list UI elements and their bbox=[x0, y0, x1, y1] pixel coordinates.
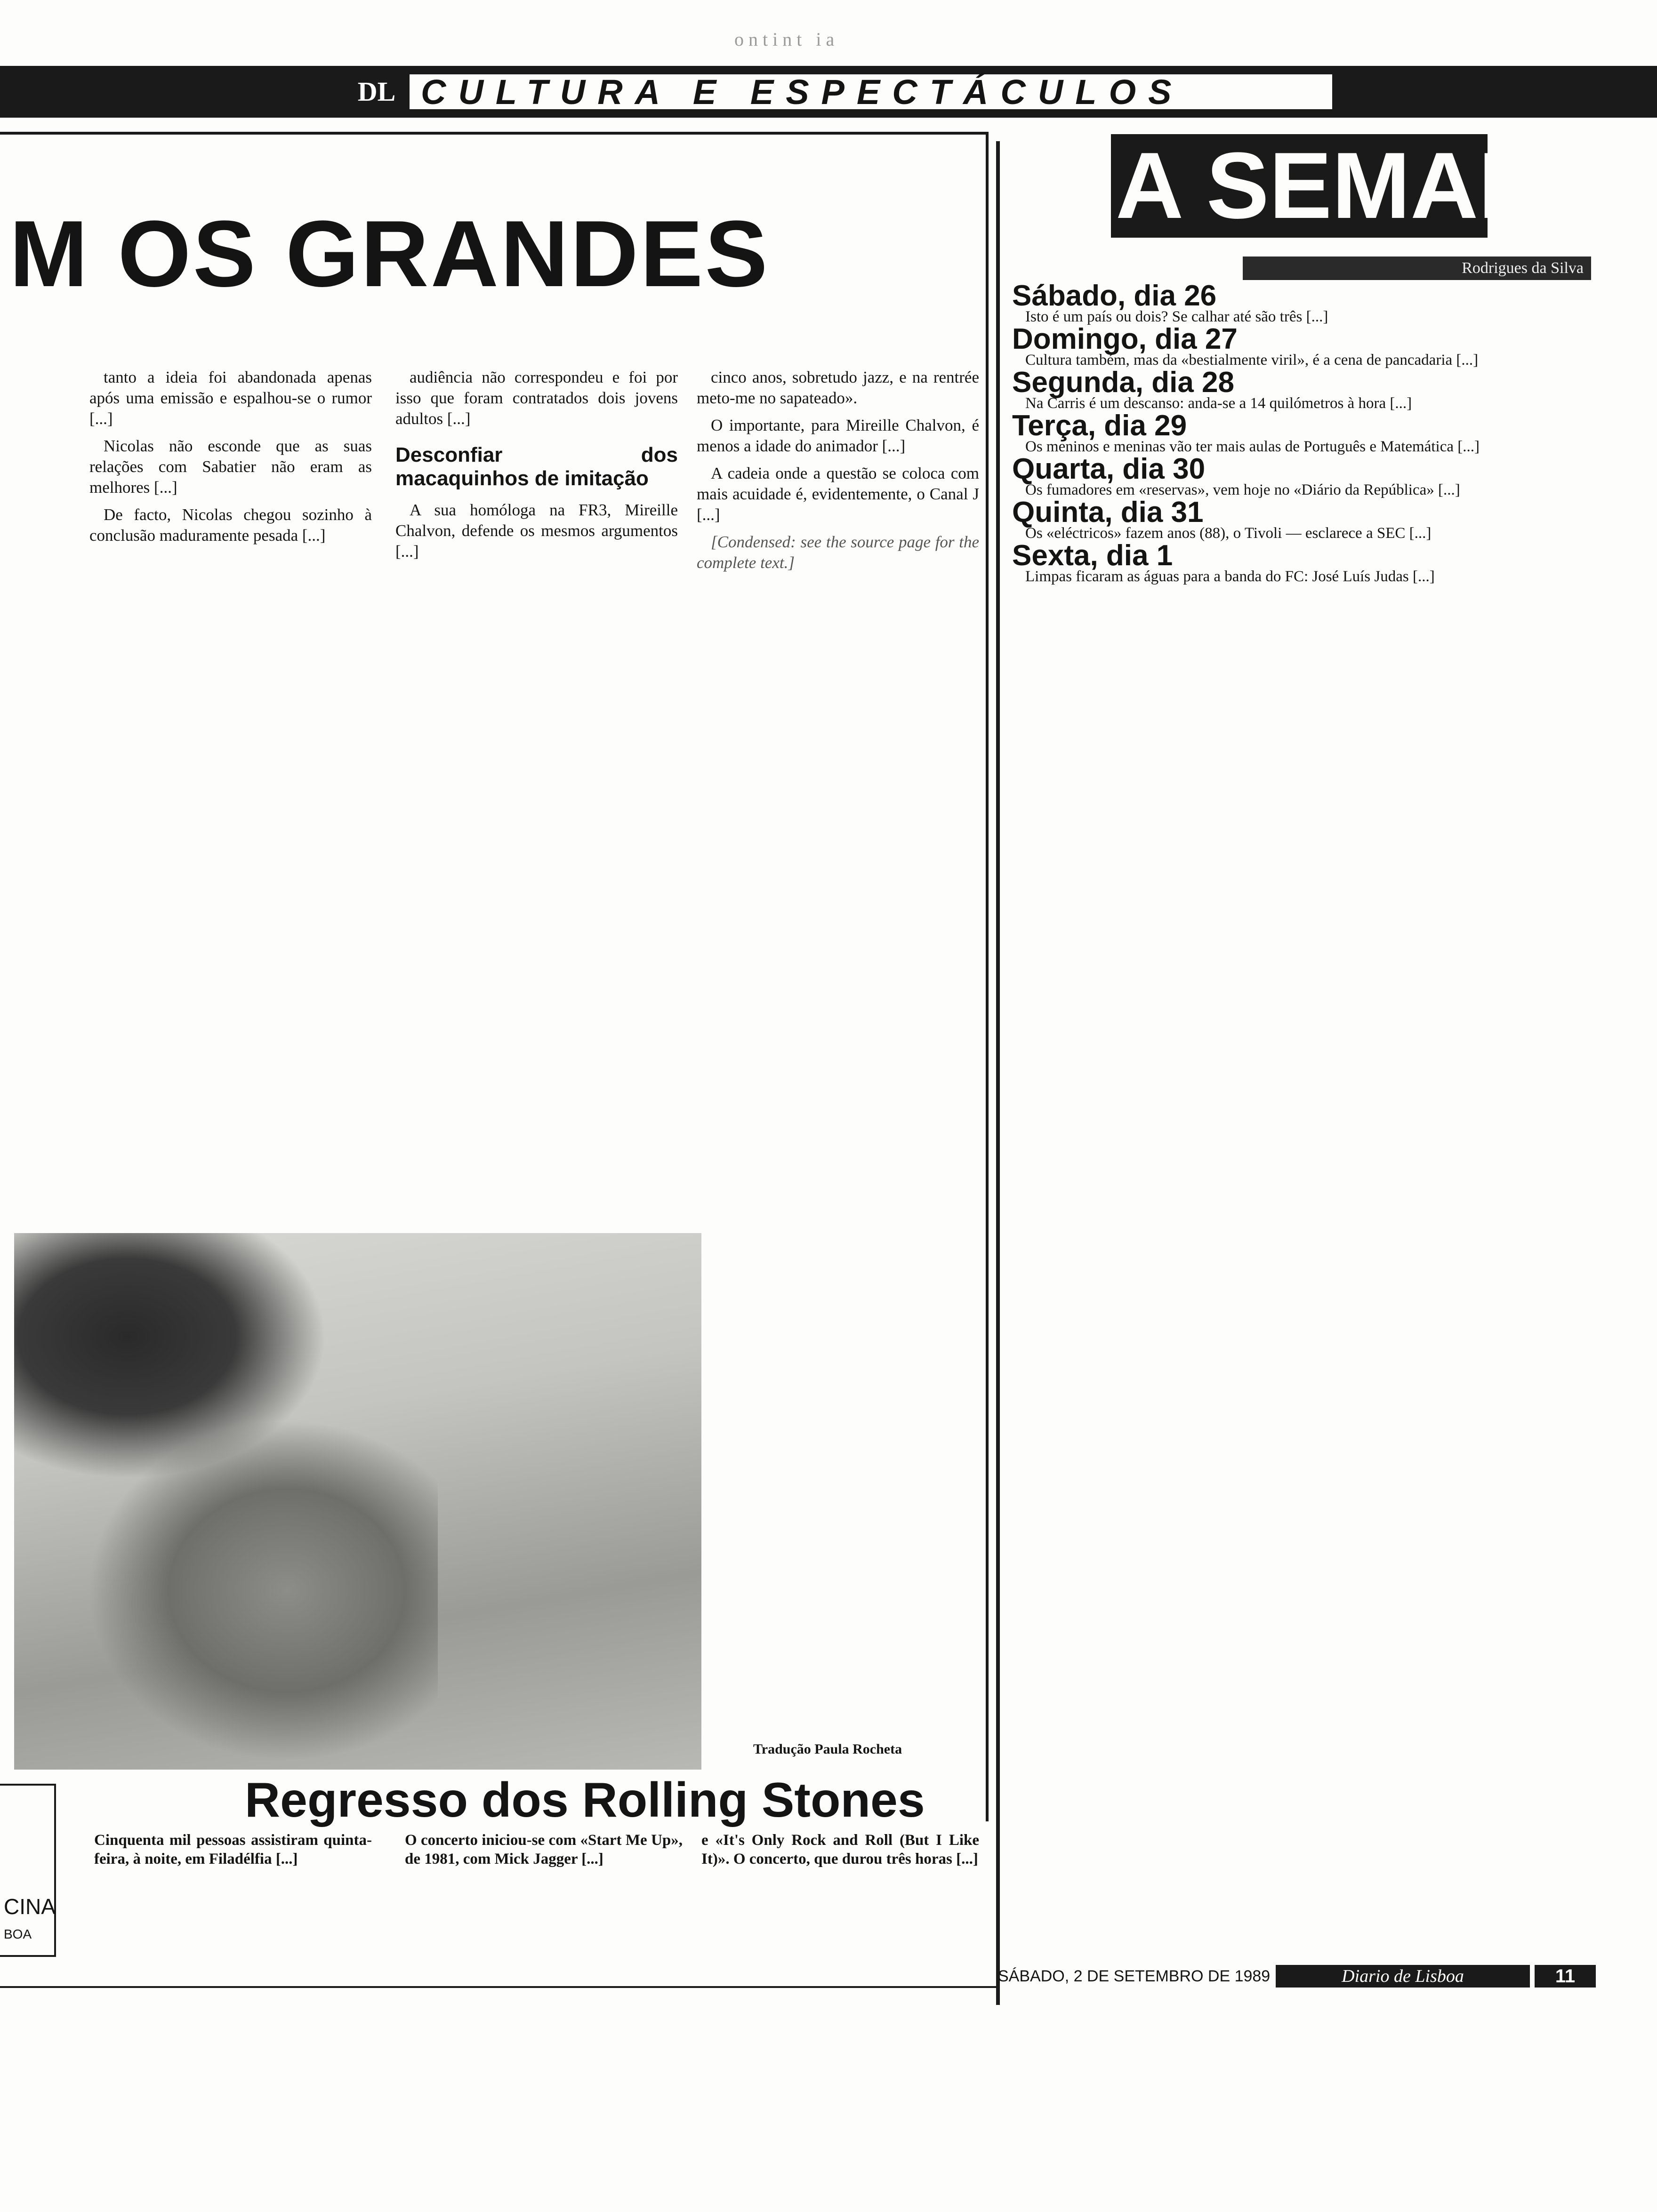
bottom-rule bbox=[0, 1986, 996, 1988]
paragraph: A sua homóloga na FR3, Mireille Chalvon, defende os mesmos argumentos [...] bbox=[395, 501, 678, 561]
paragraph: audiência não correspondeu e foi por isso que foram contratados dois jovens adultos [...] bbox=[395, 368, 678, 428]
left-edge-box bbox=[0, 1784, 56, 1957]
day-heading: Quinta, dia 31 bbox=[1012, 496, 1204, 529]
footer-date: SÁBADO, 2 DE SETEMBRO DE 1989 bbox=[998, 1967, 1271, 1985]
page-number: 11 bbox=[1535, 1965, 1596, 1988]
day-block bbox=[1012, 539, 1601, 585]
edge-text-2: BOA bbox=[4, 1927, 32, 1941]
semana-byline: Rodrigues da Silva bbox=[1243, 256, 1591, 280]
semana-column bbox=[1012, 282, 1601, 588]
section-strip bbox=[344, 72, 1332, 112]
rolling-stones-col-1: Cinquenta mil pessoas assistiram quinta-feira, à noite, em Filadélfia [...] bbox=[94, 1832, 372, 1867]
day-text: Na Carris é um descanso: anda-se a 14 quilómetros à hora [...] bbox=[1025, 395, 1412, 412]
day-heading: Segunda, dia 28 bbox=[1012, 366, 1235, 399]
day-text: Os meninos e meninas vão ter mais aulas de Português e Matemática [...] bbox=[1025, 438, 1480, 455]
center-rule bbox=[986, 132, 989, 1821]
top-rule bbox=[0, 132, 989, 135]
day-heading: Quarta, dia 30 bbox=[1012, 453, 1206, 485]
day-text: Limpas ficaram as águas para a banda do FC: José Luís Judas [...] bbox=[1025, 568, 1435, 585]
day-text: Cultura também, mas da «bestialmente viril», é a cena de pancadaria [...] bbox=[1025, 352, 1479, 369]
day-block bbox=[1012, 496, 1601, 542]
day-heading: Domingo, dia 27 bbox=[1012, 323, 1238, 355]
excerpt-note: [Condensed: see the source page for the complete text.] bbox=[697, 533, 979, 572]
paragraph: De facto, Nicolas chegou sozinho à conclusão maduramente pesada [...] bbox=[89, 505, 372, 545]
semana-title: A SEMANA bbox=[1116, 133, 1615, 238]
day-block bbox=[1012, 409, 1601, 456]
section-title: CULTURA E ESPECTÁCULOS bbox=[421, 72, 1184, 112]
rolling-stones-headline: Regresso dos Rolling Stones bbox=[245, 1773, 925, 1827]
day-block bbox=[1012, 453, 1601, 499]
paragraph: O importante, para Mireille Chalvon, é menos a idade do animador [...] bbox=[697, 416, 979, 455]
paragraph: cinco anos, sobretudo jazz, e na rentrée meto-me no sapateado». bbox=[697, 368, 979, 407]
rolling-stones-col-2: O concerto iniciou-se com «Start Me Up», de 1981, com Mick Jagger [...] bbox=[405, 1832, 683, 1867]
day-text: Isto é um país ou dois? Se calhar até são três [...] bbox=[1025, 308, 1328, 325]
paragraph: Nicolas não esconde que as suas relações com Sabatier não eram as melhores [...] bbox=[89, 437, 372, 497]
article-headline: M OS GRANDES bbox=[9, 201, 770, 306]
day-heading: Sexta, dia 1 bbox=[1012, 539, 1173, 572]
paragraph: A cadeia onde a questão se coloca com mais acuidade é, evidentemente, o Canal J [...] bbox=[697, 464, 979, 524]
semana-left-rule bbox=[996, 141, 1000, 2005]
article-column-3 bbox=[697, 367, 979, 580]
day-block bbox=[1012, 280, 1601, 326]
paragraph: tanto a ideia foi abandonada apenas após uma emissão e espalhou-se o rumor [...] bbox=[89, 368, 372, 428]
day-text: Os «eléctricos» fazem anos (88), o Tivoli — esclarece a SEC [...] bbox=[1025, 525, 1432, 542]
logo: DL bbox=[344, 74, 410, 109]
footer-paper: Diario de Lisboa bbox=[1276, 1965, 1530, 1988]
article-column-2 bbox=[395, 367, 678, 569]
edge-text-1: CINA bbox=[4, 1894, 56, 1919]
day-text: Os fumadores em «reservas», vem hoje no «Diário da República» [...] bbox=[1025, 481, 1460, 498]
day-heading: Terça, dia 29 bbox=[1012, 409, 1187, 442]
translation-credit: Tradução Paula Rocheta bbox=[753, 1741, 902, 1757]
day-heading: Sábado, dia 26 bbox=[1012, 280, 1217, 312]
day-block bbox=[1012, 323, 1601, 369]
article-subhead: Desconfiar dos macaquinhos de imitação bbox=[395, 443, 678, 490]
day-block bbox=[1012, 366, 1601, 412]
rolling-stones-col-3: e «It's Only Rock and Roll (But I Like It)». O concerto, que durou três horas [...] bbox=[701, 1832, 979, 1867]
header-top-fragment: ontint ia bbox=[734, 29, 839, 50]
child-figure bbox=[14, 1233, 438, 1770]
article-column-1 bbox=[89, 367, 372, 553]
